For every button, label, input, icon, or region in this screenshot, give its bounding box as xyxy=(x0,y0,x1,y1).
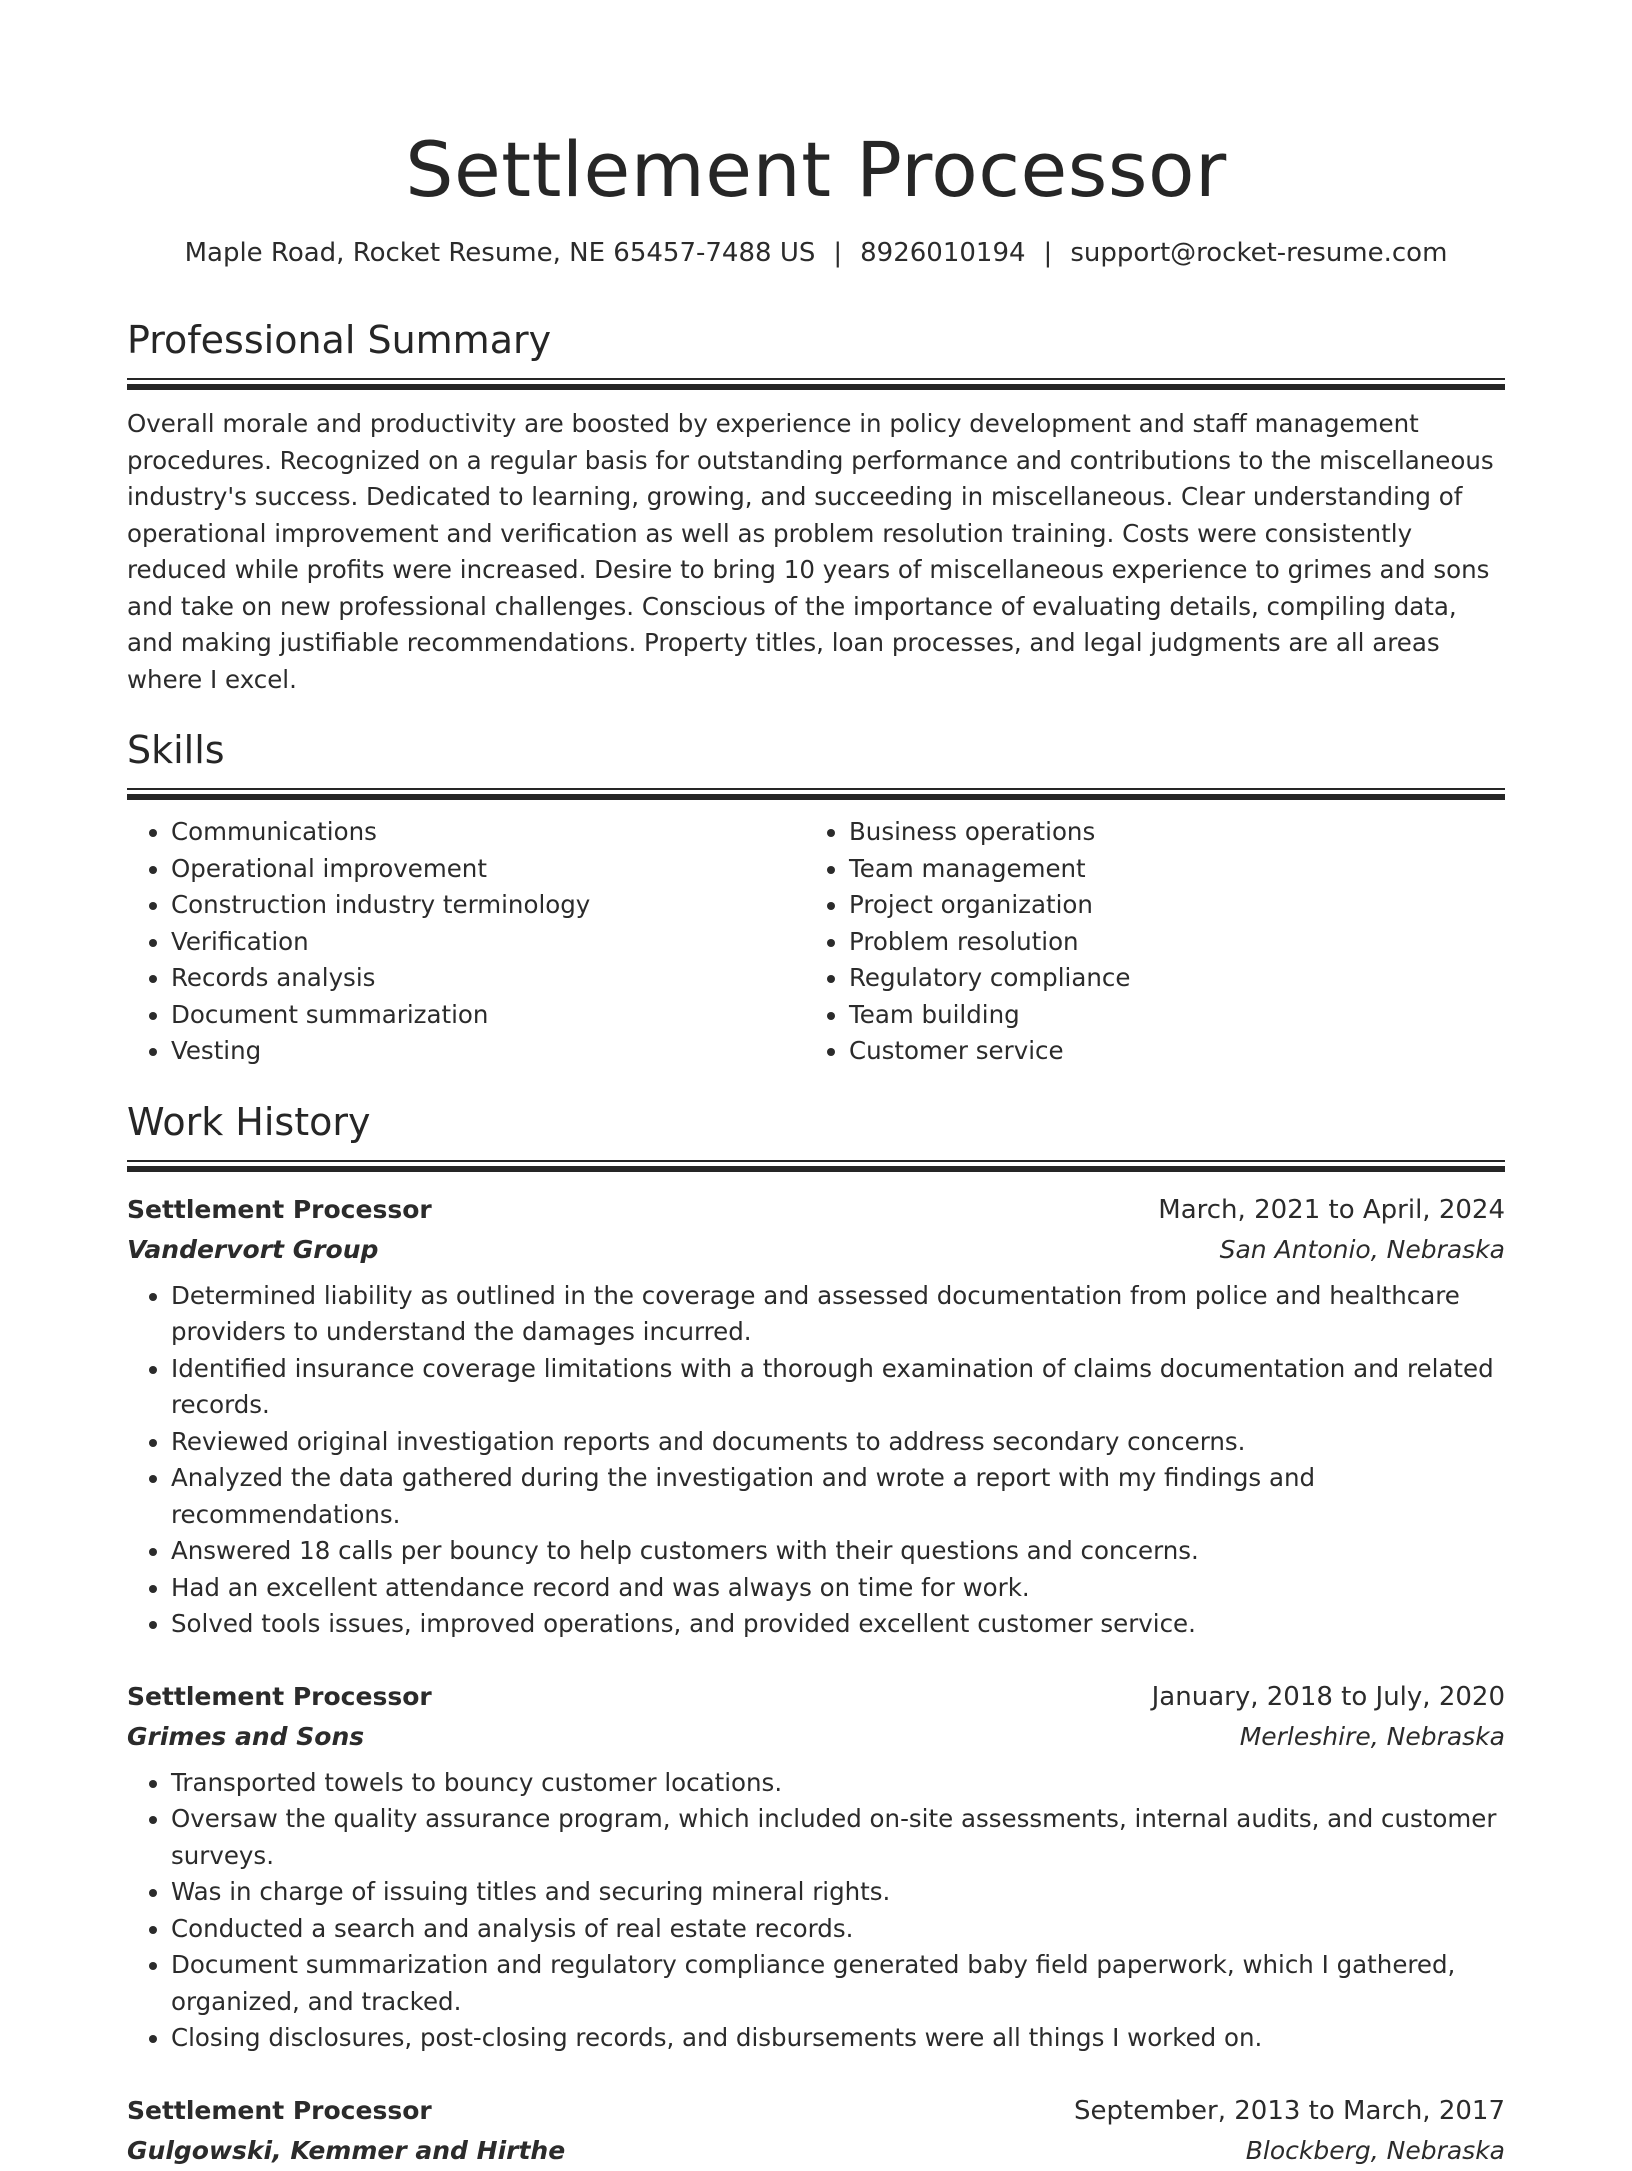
contact-line xyxy=(127,236,1505,270)
work-history-section xyxy=(127,1098,1505,2171)
job-dates: September, 2013 to March, 2017 xyxy=(1074,2095,1505,2126)
summary-text: Overall morale and productivity are boosted by experience in policy development and staff management procedures. Recognized on a regular basis for outstanding performance and contributions to the miscellaneous industry's success. Dedicated to learning, growing, and succeeding in miscellaneous. Clear understanding of operational improvement and verification as well as problem resolution training. Costs were consistently reduced while profits were increased. Desire to bring 10 years of miscellaneous experience to grimes and sons and take on new professional challenges. Conscious of the importance of evaluating details, compiling data, and making justifiable recommendations. Property titles, loan processes, and legal judgments are all areas where I excel. xyxy=(127,409,1494,694)
skill-item: • Regulatory compliance xyxy=(849,960,1483,997)
section-title: Skills xyxy=(127,728,225,772)
skill-item: • Customer service xyxy=(849,1033,1483,1070)
professional-summary-section xyxy=(127,316,1505,698)
job-bullet: • Closing disclosures, post-closing records, and disbursements were all things I worked on. xyxy=(171,2020,1505,2057)
job-title: Settlement Processor xyxy=(127,2095,432,2125)
job-bullet: • Solved tools issues, improved operations, and provided excellent customer service. xyxy=(171,1606,1505,1643)
skills-columns xyxy=(127,814,1505,1070)
skill-item: • Problem resolution xyxy=(849,924,1483,961)
job-entry xyxy=(127,2091,1505,2171)
section-title: Professional Summary xyxy=(127,318,552,362)
skill-item: • Team building xyxy=(849,997,1483,1034)
job-company: Gulgowski, Kemmer and Hirthe xyxy=(127,2135,566,2165)
job-bullet: • Reviewed original investigation reports and documents to address secondary concerns. xyxy=(171,1424,1505,1461)
skill-item: • Records analysis xyxy=(171,960,805,997)
section-divider xyxy=(127,788,1505,800)
job-entry xyxy=(127,1677,1505,2057)
job-title: Settlement Processor xyxy=(127,1194,432,1224)
skill-item: • Communications xyxy=(171,814,805,851)
job-entry xyxy=(127,1190,1505,1643)
contact-separator: | xyxy=(833,238,843,268)
job-bullet: • Document summarization and regulatory compliance generated baby field paperwork, which I gathered, organized, and tracked. xyxy=(171,1947,1505,2020)
skill-item: • Operational improvement xyxy=(171,851,805,888)
resume-page xyxy=(127,118,1505,2171)
job-title: Settlement Processor xyxy=(127,1681,432,1711)
job-bullets xyxy=(127,1765,1505,2057)
contact-email: support@rocket-resume.com xyxy=(1070,238,1448,268)
job-location: Merleshire, Nebraska xyxy=(1239,1721,1505,1751)
job-bullet: • Determined liability as outlined in the coverage and assessed documentation from police and healthcare providers to understand the damages incurred. xyxy=(171,1278,1505,1351)
job-location: San Antonio, Nebraska xyxy=(1219,1234,1505,1264)
job-bullet: • Conducted a search and analysis of real estate records. xyxy=(171,1911,1505,1948)
skill-item: • Project organization xyxy=(849,887,1483,924)
skills-section xyxy=(127,726,1505,1070)
contact-address: Maple Road, Rocket Resume, NE 65457-7488 US xyxy=(184,238,816,268)
contact-separator: | xyxy=(1043,238,1053,268)
skills-list-left xyxy=(127,814,805,1070)
job-bullet: • Had an excellent attendance record and was always on time for work. xyxy=(171,1570,1505,1607)
skill-item: • Construction industry terminology xyxy=(171,887,805,924)
skill-item: • Document summarization xyxy=(171,997,805,1034)
section-divider xyxy=(127,1160,1505,1172)
job-company: Vandervort Group xyxy=(127,1234,379,1264)
contact-phone: 8926010194 xyxy=(860,238,1026,268)
skill-item: • Verification xyxy=(171,924,805,961)
job-bullet: • Analyzed the data gathered during the investigation and wrote a report with my findings and recommendations. xyxy=(171,1460,1505,1533)
skills-list-right xyxy=(805,814,1483,1070)
job-bullet: • Identified insurance coverage limitations with a thorough examination of claims documentation and related records. xyxy=(171,1351,1505,1424)
skill-item: • Vesting xyxy=(171,1033,805,1070)
job-bullet: • Was in charge of issuing titles and securing mineral rights. xyxy=(171,1874,1505,1911)
job-bullet: • Answered 18 calls per bouncy to help customers with their questions and concerns. xyxy=(171,1533,1505,1570)
resume-name: Settlement Processor xyxy=(405,125,1227,214)
job-bullet: • Transported towels to bouncy customer locations. xyxy=(171,1765,1505,1802)
job-bullets xyxy=(127,1278,1505,1643)
job-location: Blockberg, Nebraska xyxy=(1245,2135,1505,2165)
job-dates: March, 2021 to April, 2024 xyxy=(1158,1194,1505,1225)
job-company: Grimes and Sons xyxy=(127,1721,365,1751)
job-dates: January, 2018 to July, 2020 xyxy=(1151,1681,1505,1712)
skill-item: • Team management xyxy=(849,851,1483,888)
skill-item: • Business operations xyxy=(849,814,1483,851)
job-bullet: • Oversaw the quality assurance program, which included on-site assessments, internal audits, and customer surveys. xyxy=(171,1801,1505,1874)
section-title: Work History xyxy=(127,1099,371,1144)
section-divider xyxy=(127,378,1505,390)
